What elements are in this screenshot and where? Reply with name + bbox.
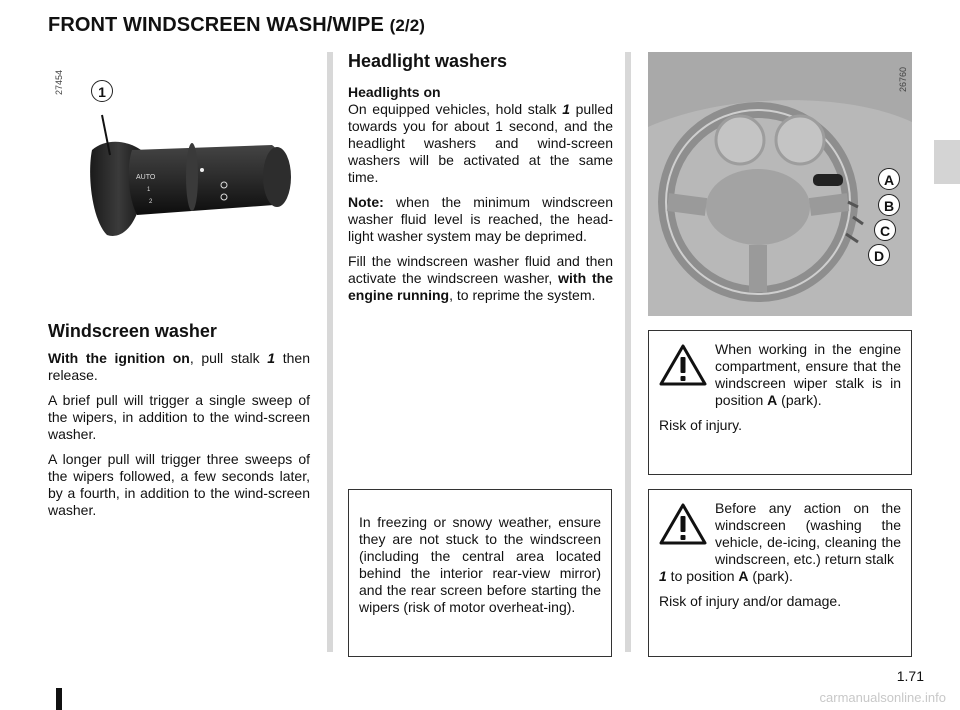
bottom-marker — [56, 688, 62, 710]
headlights-on-subheading: Headlights on — [348, 84, 441, 100]
stalk-figure — [52, 55, 324, 295]
warning-triangle-icon — [659, 343, 707, 387]
callout-D: D — [868, 244, 890, 266]
chapter-tab — [934, 140, 960, 184]
warning-box-1 — [648, 330, 912, 475]
warning-1-text: When working in the engine compartment, ensure that the windscreen wiper stalk is in position A (park). — [715, 341, 901, 408]
callout-1: 1 — [91, 80, 113, 102]
windscreen-washer-body — [48, 350, 310, 519]
title-text: FRONT WINDSCREEN WASH/WIPE — [48, 14, 384, 36]
headlight-note: Note: when the minimum windscreen washer fluid level is reached, the head-light washer system may be deprimed. — [348, 194, 613, 244]
warning-box-2 — [648, 489, 912, 657]
page-title — [48, 14, 425, 37]
svg-text:AUTO: AUTO — [136, 174, 156, 181]
callout-C: C — [874, 219, 896, 241]
windscreen-washer-heading: Windscreen washer — [48, 321, 217, 341]
headlight-washers-heading: Headlight washers — [348, 51, 508, 71]
title-part: (2/2) — [389, 16, 426, 35]
watermark-text: carmanualsonline.info — [819, 690, 946, 705]
freezing-text: In freezing or snowy weather, ensure they are not stuck to the windscreen (including the central area located behind the interior rear-view mirror) and the rear screen before starting the wipers (risk of motor overheat-ing). — [359, 514, 601, 615]
svg-text:1: 1 — [147, 187, 151, 193]
washer-para-2: A brief pull will trigger a single sweep of the wipers, in addition to the wind-screen washer. — [48, 392, 310, 442]
svg-text:2: 2 — [149, 199, 153, 205]
page-number: 1.71 — [896, 668, 924, 684]
steering-wheel-photo — [648, 52, 912, 316]
figure-ref-right: 26760 — [898, 66, 908, 92]
callout-B: B — [878, 194, 900, 216]
figure-ref-left: 27454 — [54, 69, 64, 95]
warning-triangle-icon — [659, 502, 707, 546]
column-divider-right — [625, 52, 631, 652]
steering-wheel-illustration — [648, 52, 912, 316]
warning-2-text: Before any action on the windscreen (washing the vehicle, de-icing, cleaning the windscreen, etc.) return stalk 1 to position A (park). — [659, 500, 901, 584]
column-divider-left — [327, 52, 333, 652]
freezing-info-box — [348, 489, 612, 657]
headlight-washers-body — [348, 84, 613, 304]
warning-1-risk: Risk of injury. — [659, 417, 742, 433]
callout-A: A — [878, 168, 900, 190]
washer-para-1: With the ignition on, pull stalk 1 then release. — [48, 350, 311, 383]
headlight-para-3: Fill the windscreen washer fluid and then activate the windscreen washer, with the engine running, to reprime the system. — [348, 253, 613, 303]
headlight-para-1: On equipped vehicles, hold stalk 1 pulled towards you for about 1 second, and the headlight washers and wind-screen washers will be activated at the same time. — [348, 101, 613, 185]
warning-2-risk: Risk of injury and/or damage. — [659, 593, 842, 609]
washer-para-3: A longer pull will trigger three sweeps of the wipers followed, a few seconds later, by a fourth, in addition to the wind-screen washer. — [48, 451, 310, 518]
